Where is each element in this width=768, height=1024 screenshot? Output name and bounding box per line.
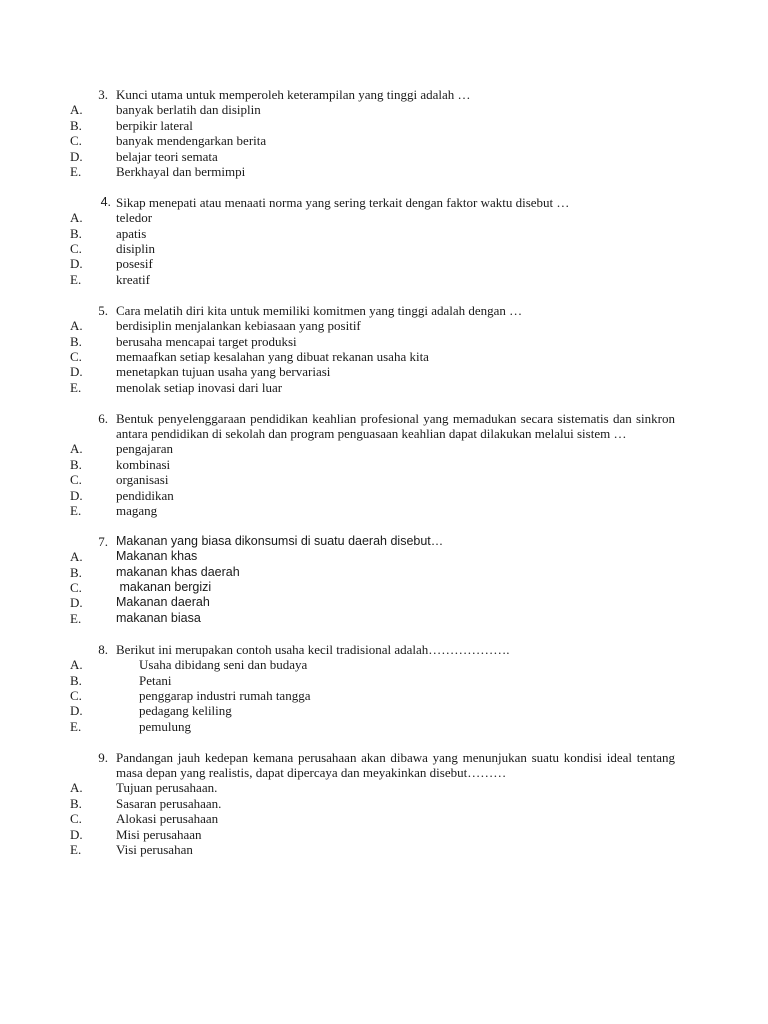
option-letter: D.	[70, 826, 83, 842]
question-5	[0, 303, 768, 395]
option-e	[0, 272, 768, 287]
option-letter: E.	[70, 502, 82, 518]
option-letter: B.	[70, 456, 82, 472]
option-text: menolak setiap inovasi dari luar	[116, 379, 283, 395]
option-c	[0, 688, 768, 703]
question-text: Sikap menepati atau menaati norma yang sering terkait dengan faktor waktu disebut …	[116, 194, 570, 210]
option-d	[0, 827, 768, 842]
question-text: Makanan yang biasa dikonsumsi di suatu daerah disebut…	[116, 533, 444, 548]
option-letter: D.	[70, 256, 83, 272]
option-text: kreatif	[116, 271, 150, 287]
option-letter: D.	[70, 364, 83, 380]
option-text: disiplin	[116, 241, 156, 257]
option-text: penggarap industri rumah tangga	[139, 687, 311, 703]
option-letter: B.	[70, 564, 82, 580]
option-letter: C.	[70, 687, 82, 703]
option-b	[0, 565, 768, 580]
option-text: Makanan khas	[116, 549, 198, 564]
question-8	[0, 642, 768, 734]
question-4	[0, 195, 768, 287]
option-text: pemulung	[139, 718, 191, 734]
question-6	[0, 411, 768, 519]
option-letter: C.	[70, 811, 82, 827]
option-text: magang	[116, 502, 158, 518]
question-number: 5.	[98, 302, 108, 318]
option-text: Tujuan perusahaan.	[116, 780, 218, 796]
option-letter: D.	[70, 595, 83, 611]
option-a	[0, 318, 768, 333]
option-text: Usaha dibidang seni dan budaya	[139, 657, 308, 673]
option-b	[0, 796, 768, 811]
option-d	[0, 488, 768, 503]
option-a	[0, 210, 768, 225]
option-c	[0, 472, 768, 487]
option-text: Berkhayal dan bermimpi	[116, 163, 246, 179]
option-letter: E.	[70, 841, 82, 857]
option-text: berusaha mencapai target produksi	[116, 333, 297, 349]
option-e	[0, 380, 768, 395]
option-letter: B.	[70, 333, 82, 349]
option-text: pedagang keliling	[139, 703, 232, 719]
option-d	[0, 703, 768, 718]
option-a	[0, 102, 768, 117]
option-b	[0, 673, 768, 688]
option-e	[0, 611, 768, 626]
option-letter: B.	[70, 672, 82, 688]
option-b	[0, 226, 768, 241]
option-letter: E.	[70, 379, 82, 395]
option-letter: C.	[70, 472, 82, 488]
option-text: berpikir lateral	[116, 117, 193, 133]
option-b	[0, 118, 768, 133]
option-text: teledor	[116, 210, 153, 226]
option-b	[0, 457, 768, 472]
option-a	[0, 657, 768, 672]
option-text: makanan khas daerah	[116, 564, 240, 579]
option-e	[0, 842, 768, 857]
option-letter: B.	[70, 795, 82, 811]
question-number: 4.	[100, 194, 111, 209]
option-text: Sasaran perusahaan.	[116, 795, 222, 811]
option-letter: A.	[70, 549, 83, 565]
question-text: Pandangan jauh kedepan kemana perusahaan akan dibawa yang menunjukan suatu kondisi ideal tentang masa depan yang realistis, dapat dipercaya dan meyakinkan disebut………	[116, 749, 675, 780]
option-c	[0, 133, 768, 148]
option-c	[0, 811, 768, 826]
option-letter: A.	[70, 441, 83, 457]
option-letter: C.	[70, 241, 82, 257]
option-text: pendidikan	[116, 487, 174, 503]
option-letter: C.	[70, 133, 82, 149]
option-d	[0, 595, 768, 610]
option-letter: A.	[70, 318, 83, 334]
option-letter: A.	[70, 657, 83, 673]
option-e	[0, 164, 768, 179]
question-9	[0, 750, 768, 858]
option-text: banyak berlatih dan disiplin	[116, 102, 261, 118]
question-text: Berikut ini merupakan contoh usaha kecil tradisional adalah……………….	[116, 641, 510, 657]
option-letter: E.	[70, 610, 82, 626]
option-letter: C.	[70, 580, 82, 596]
option-text: posesif	[116, 256, 153, 272]
question-text: Kunci utama untuk memperoleh keterampilan yang tinggi adalah …	[116, 87, 471, 102]
option-text: Visi perusahan	[116, 841, 193, 857]
option-letter: B.	[70, 117, 82, 133]
option-text: apatis	[116, 225, 147, 241]
option-text: Makanan daerah	[116, 595, 210, 610]
question-text: Bentuk penyelenggaraan pendidikan keahlian profesional yang memadukan secara sistematis dan sinkron antara pendidikan di sekolah dan program penguasaan keahlian dapat dilakukan melalui sistem …	[116, 410, 675, 441]
option-text: Misi perusahaan	[116, 826, 202, 842]
option-letter: C.	[70, 348, 82, 364]
question-7	[0, 534, 768, 626]
option-e	[0, 719, 768, 734]
option-letter: E.	[70, 271, 82, 287]
option-letter: D.	[70, 487, 83, 503]
option-c	[0, 580, 768, 595]
option-e	[0, 503, 768, 518]
question-number: 3.	[98, 87, 108, 102]
question-text: Cara melatih diri kita untuk memiliki komitmen yang tinggi adalah dengan …	[116, 302, 523, 318]
option-text: organisasi	[116, 472, 169, 488]
option-letter: E.	[70, 163, 82, 179]
option-text: pengajaran	[116, 441, 174, 457]
option-letter: A.	[70, 102, 83, 118]
option-c	[0, 349, 768, 364]
option-text: kombinasi	[116, 456, 171, 472]
option-d	[0, 364, 768, 379]
question-document	[0, 87, 768, 873]
option-d	[0, 256, 768, 271]
option-letter: A.	[70, 780, 83, 796]
option-text: makanan bergizi	[116, 580, 212, 595]
question-number: 7.	[98, 533, 108, 549]
option-a	[0, 780, 768, 795]
option-letter: B.	[70, 225, 82, 241]
option-letter: A.	[70, 210, 83, 226]
option-letter: D.	[70, 703, 83, 719]
option-d	[0, 149, 768, 164]
option-letter: D.	[70, 148, 83, 164]
option-text: belajar teori semata	[116, 148, 218, 164]
question-number: 9.	[98, 749, 108, 765]
option-text: berdisiplin menjalankan kebiasaan yang positif	[116, 318, 361, 334]
option-c	[0, 241, 768, 256]
option-text: makanan biasa	[116, 610, 201, 625]
option-letter: E.	[70, 718, 82, 734]
question-3	[0, 87, 768, 179]
option-text: Petani	[139, 672, 172, 688]
question-number: 8.	[98, 641, 108, 657]
option-a	[0, 549, 768, 564]
question-number: 6.	[98, 410, 108, 426]
option-b	[0, 334, 768, 349]
option-text: Alokasi perusahaan	[116, 811, 219, 827]
option-a	[0, 441, 768, 456]
option-text: memaafkan setiap kesalahan yang dibuat rekanan usaha kita	[116, 348, 429, 364]
option-text: banyak mendengarkan berita	[116, 133, 267, 149]
option-text: menetapkan tujuan usaha yang bervariasi	[116, 364, 331, 380]
